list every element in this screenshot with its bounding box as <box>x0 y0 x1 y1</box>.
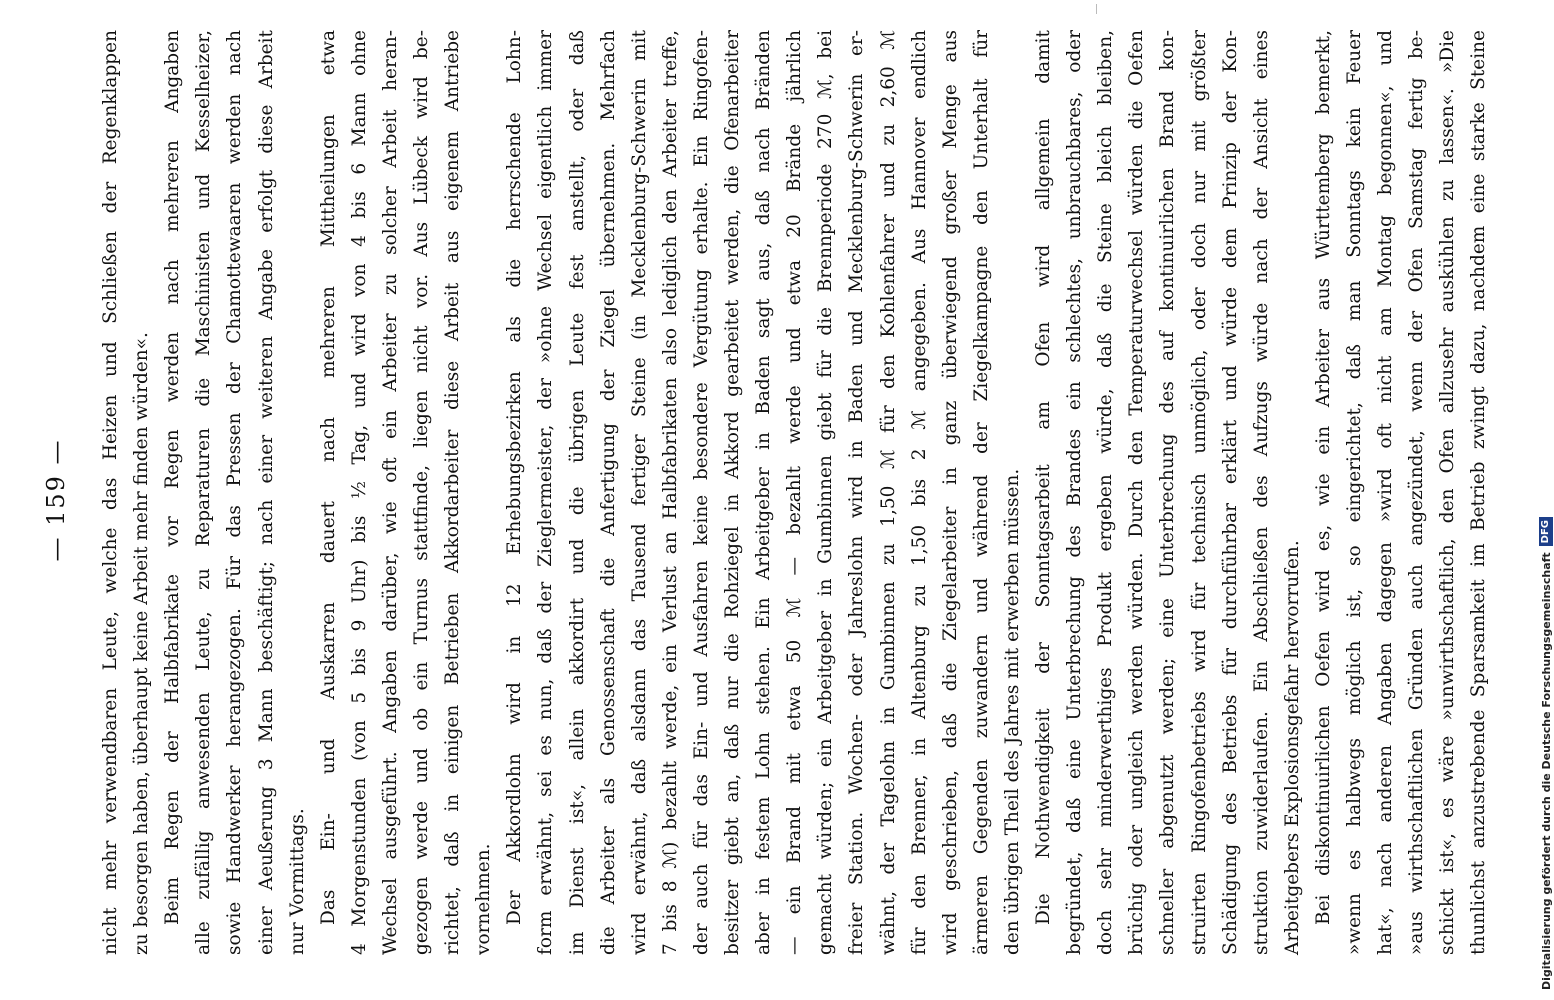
text-line: »wenn es halbwegs möglich ist, so eingerichtet, daß man Sonntags kein Feuer <box>1344 30 1365 955</box>
text-line: nur Vormittags. <box>286 808 308 955</box>
text-line: wähnt, der Tagelohn in Gumbinnen zu 1,50 ℳ für den Kohlenfahrer und zu 2,60 ℳ <box>877 30 899 955</box>
text-line: 4 Morgenstunden (von 5 bis 9 Uhr) bis ½ Tag, und wird von 4 bis 6 Mann ohne <box>348 30 370 955</box>
text-line: Beim Regen der Halbfabrikate vor Regen werden nach mehreren Angaben <box>162 30 184 925</box>
text-line: Das Ein- und Auskarren dauert nach mehreren Mittheilungen etwa <box>317 30 339 925</box>
text-line: gezogen werde und ob ein Turnus stattfinde, liegen nicht vor. Aus Lübeck wird be- <box>411 30 432 955</box>
text-line: Arbeitgebers Explosionsgefahr hervorrufen. <box>1281 540 1303 955</box>
text-line: wird erwähnt, daß alsdann das Tausend fertiger Steine (in Mecklenburg-Schwerin mit <box>628 30 650 955</box>
text-line: den übrigen Theil des Jahres mit erwerben müssen. <box>1001 468 1023 955</box>
text-line: Bei diskontinuirlichen Oefen wird es, wie ein Arbeiter aus Württemberg bemerkt, <box>1312 30 1334 925</box>
text-line: vornehmen. <box>473 843 495 955</box>
text-line: besitzer giebt an, daß nur die Rohziegel in Akkord gearbeitet werden, die Ofenarbeiter <box>722 30 743 955</box>
text-line: thunlichst anzustrebende Sparsamkeit im Betrieb zwingt dazu, nachdem eine starke Steine <box>1468 30 1490 955</box>
page-number-header: — 159 — <box>42 438 70 562</box>
text-line: begründet, daß eine Unterbrechung des Brandes ein schlechtes, unbrauchbares, oder <box>1064 30 1086 955</box>
text-line: im Dienst ist«, allein akkordirt und die übrigen Leute fest anstellt, oder daß <box>566 30 588 955</box>
text-line: nicht mehr verwendbaren Leute, welche das Heizen und Schließen der Regenklappen <box>100 30 121 955</box>
text-line: zu besorgen haben, überhaupt keine Arbeit mehr finden würden«. <box>131 332 153 955</box>
text-line: Die Nothwendigkeit der Sonntagsarbeit am Ofen wird allgemein damit <box>1033 30 1054 925</box>
text-line: sowie Handwerker herangezogen. Für das Pressen der Chamottewaaren werden nach <box>224 30 246 955</box>
text-line: alle zufällig anwesenden Leute, zu Reparaturen die Maschinisten und Kesselheizer, <box>193 30 215 955</box>
text-line: ärmeren Gegenden zuwandern und während der Ziegelkampagne den Unterhalt für <box>970 30 992 955</box>
digitization-credit <box>1538 0 1554 1000</box>
text-line: freier Station. Wochen- oder Jahreslohn wird in Baden und Mecklenburg-Schwerin er- <box>846 30 868 955</box>
text-line: aber in festem Lohn stehen. Ein Arbeitgeber in Baden sagt aus, daß nach Bränden <box>753 30 775 955</box>
text-line: einer Aeußerung 3 Mann beschäftigt; nach einer weiteren Angabe erfolgt diese Arbeit <box>255 30 277 955</box>
text-line: gemacht würden; ein Arbeitgeber in Gumbinnen giebt für die Brennperiode 270 ℳ, bei <box>815 30 837 955</box>
text-line: 7 bis 8 ℳ) bezahlt werde, ein Verlust an Halbfabrikaten also lediglich den Arbeiter treffe, <box>659 30 681 955</box>
text-line: »aus wirthschaftlichen Gründen auch angezündet, wenn der Ofen Samstag fertig be- <box>1406 30 1428 955</box>
text-line: wird geschrieben, daß die Ziegelarbeiter in ganz überwiegend großer Menge aus <box>939 30 961 955</box>
text-line: struktion zuwiderlaufen. Ein Abschließen des Aufzugs würde nach der Ansicht eines <box>1250 30 1272 955</box>
text-line: struirten Ringofenbetriebs wird für technisch unmöglich, oder doch nur mit größter <box>1188 30 1210 955</box>
text-line: der auch für das Ein- und Ausfahren keine besondere Vergütung erhalte. Ein Ringofen- <box>690 30 712 955</box>
text-line: form erwähnt, sei es nun, daß der Zieglermeister, der »ohne Wechsel eigentlich immer <box>535 30 557 955</box>
text-line: Schädigung des Betriebs für durchführbar erklärt und würde dem Prinzip der Kon- <box>1219 30 1241 955</box>
text-line: doch sehr minderwerthiges Produkt ergeben würde, daß die Steine bleich bleiben, <box>1095 30 1117 955</box>
text-line: schickt ist«, es wäre »unwirthschaftlich, den Ofen allzusehr auskühlen zu lassen«. »Die <box>1437 30 1459 955</box>
text-line: brüchig oder ungleich werden würden. Durch den Temperaturwechsel würden die Oefen <box>1126 30 1148 955</box>
text-line: — ein Brand mit etwa 50 ℳ — bezahlt werde und etwa 20 Brände jährlich <box>784 30 806 955</box>
text-line: für den Brenner, in Altenburg zu 1,50 bis 2 ℳ angegeben. Aus Hannover endlich <box>908 30 930 955</box>
text-line: die Arbeiter als Genossenschaft die Anfertigung der Ziegel übernehmen. Mehrfach <box>597 30 619 955</box>
text-line: schneller abgenutzt werden; eine Unterbrechung des auf kontinuirlichen Brand kon- <box>1157 30 1179 955</box>
text-line: hat«, nach anderen Angaben dagegen »wird oft nicht am Montag begonnen«, und <box>1375 30 1397 955</box>
text-line: Wechsel ausgeführt. Angaben darüber, wie oft ein Arbeiter zu solcher Arbeit heran- <box>379 30 401 955</box>
dfg-logo: DFG <box>1539 517 1553 546</box>
credit-text: Digitalisierung gefördert durch die Deutsche Forschungsgemeinschaft <box>1539 552 1553 990</box>
text-line: richtet, daß in einigen Betrieben Akkordarbeiter diese Arbeit aus eigenem Antriebe <box>442 30 464 955</box>
text-line: Der Akkordlohn wird in 12 Erhebungsbezirken als die herrschende Lohn- <box>504 30 526 925</box>
